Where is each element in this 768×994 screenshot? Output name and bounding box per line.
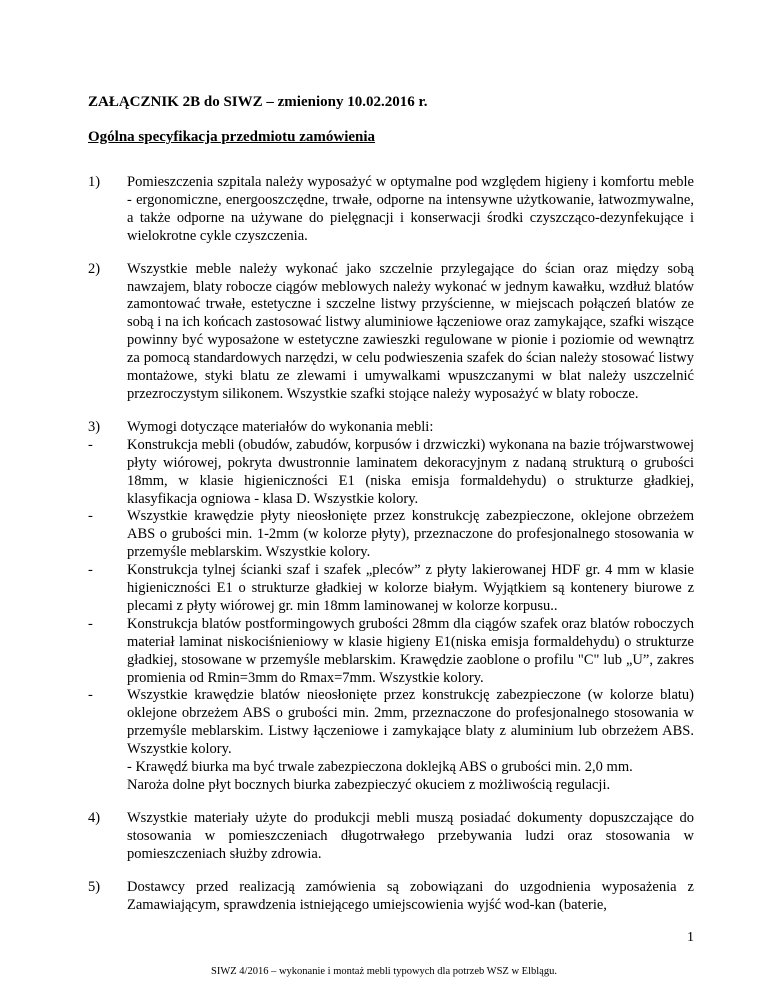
list-item-text: Wszystkie krawędzie blatów nieosłonięte przez konstrukcję zabezpieczone (w kolorze blatu) oklejone obrzeżem ABS o grubości min. 2mm, przeznaczone do profesjonalnego stosowania w przemyśle meblarskim. Listwy łączeniowe i zamykające blaty z aluminium lub obrzeżem ABS. Wszystkie kolory. [127,687,694,758]
section-3 [88,419,694,795]
list-dash: - [88,687,93,704]
list-item-text: Konstrukcja blatów postformingowych grubości 28mm dla ciągów szafek oraz blatów roboczych materiał laminat niskociśnieniowy w klasie higieny E1(niska emisja formaldehydu) o strukturze gładkiej, stosowane w przemyśle meblarskim. Krawędzie zaoblone o profilu "C" lub „U”, zakres promienia od Rmin=3mm do Rmax=7mm. Wszystkie kolory. [127,615,694,686]
list-dash: - [88,615,93,632]
list-item-text: Wszystkie krawędzie płyty nieosłonięte przez konstrukcję zabezpieczone, oklejone obrzeżem ABS o grubości min. 1-2mm (w kolorze płyty), przeznaczone do profesjonalnego stosowania w przemyśle meblarskim. Wszystkie kolory. [127,508,694,561]
list-dash: - [88,436,93,453]
section-number: 2) [88,260,101,277]
section-3-intro [88,419,694,437]
list-note: Naroża dolne płyt bocznych biurka zabezpieczyć okuciem z możliwością regulacji. [127,777,611,793]
list-item [88,508,694,562]
section-text: Wymogi dotyczące materiałów do wykonania mebli: [127,418,434,435]
section-number: 1) [88,174,101,190]
section-text: Wszystkie materiały użyte do produkcji mebli muszą posiadać dokumenty dopuszczające do stosowania w pomieszczeniach długotrwałego przebywania ludzi oraz stosowania w pomieszczeniach służby zdrowia. [127,809,694,862]
section-4 [88,810,694,864]
list-item-text: Konstrukcja mebli (obudów, zabudów, korpusów i drzwiczki) wykonana na bazie trójwarstwowej płyty wiórowej, pokryta dwustronnie laminatem dekoracyjnym z nadaną strukturą o grubości 18mm, w klasie higieniczności E1 (niska emisja formaldehydu) o strukturze gładkiej, klasyfikacja ogniowa - klasa D. Wszystkie kolory. [127,436,694,507]
list-item [88,437,694,509]
list-dash: - [88,508,93,525]
document-body [88,174,694,929]
page-footer: SIWZ 4/2016 – wykonanie i montaż mebli typowych dla potrzeb WSZ w Elblągu. [211,966,557,977]
list-dash: - [88,562,93,579]
list-item [88,687,694,759]
list-item [88,616,694,688]
section-number: 4) [88,809,101,826]
list-item [88,562,694,616]
page-number: 1 [687,930,694,945]
section-5 [88,879,694,915]
section-text: Dostawcy przed realizacją zamówienia są zobowiązani do uzgodnienia wyposażenia z Zamawiającym, sprawdzenia istniejącego umiejscowienia wyjść wod-kan (baterie, [127,878,694,913]
list-item-text: Konstrukcja tylnej ścianki szaf i szafek „pleców” z płyty lakierowanej HDF gr. 4 mm w klasie higieniczności E1 o strukturze gładkiej w kolorze białym. Wyjątkiem są kontenery biurowe z plecami z płyty wiórowej gr. min 18mm laminowanej w kolorze korpusu.. [127,562,694,614]
section-text: Pomieszczenia szpitala należy wyposażyć w optymalne pod względem higieny i komfortu meble - ergonomiczne, energooszczędne, trwałe, odporne na intensywne użytkowanie, łatwozmywalne, a także odporne na używane do pielęgnacji i konserwacji środki czyszcząco-dezynfekujące i wielokrotne cykle czyszczenia. [127,174,694,244]
section-text: Wszystkie meble należy wykonać jako szczelnie przylegające do ścian oraz między sobą nawzajem, blaty robocze ciągów meblowych należy wykonać w jednym kawałku, wzdłuż blatów zamontować trwałe, estetyczne i szczelne listwy przyścienne, w miejscach połączeń blatów ze sobą i na ich końcach zastosować listwy aluminiowe łączeniowe oraz zamykające, szafki wiszące powinny być wyposażone w estetyczne zawieszki regulowane w pionie i poziomie od wewnątrz za pomocą standardowych narzędzi, w celu podwieszenia szafek do ścian należy stosować listwy montażowe, styki blatu ze zlewami i umywalkami wpuszczanymi w blat należy uszczelnić przezroczystym silikonem. Wszystkie szafki stojące należy wyposażyć w blaty robocze. [127,260,694,402]
list-note: - Krawędź biurka ma być trwale zabezpieczona doklejką ABS o grubości min. 2,0 mm. [127,759,633,776]
section-1 [88,174,694,246]
section-number: 3) [88,418,101,435]
document-subtitle: Ogólna specyfikacja przedmiotu zamówienia [88,129,376,145]
section-2 [88,261,694,404]
document-title: ZAŁĄCZNIK 2B do SIWZ – zmieniony 10.02.2016 r. [88,94,428,110]
section-number: 5) [88,878,101,895]
